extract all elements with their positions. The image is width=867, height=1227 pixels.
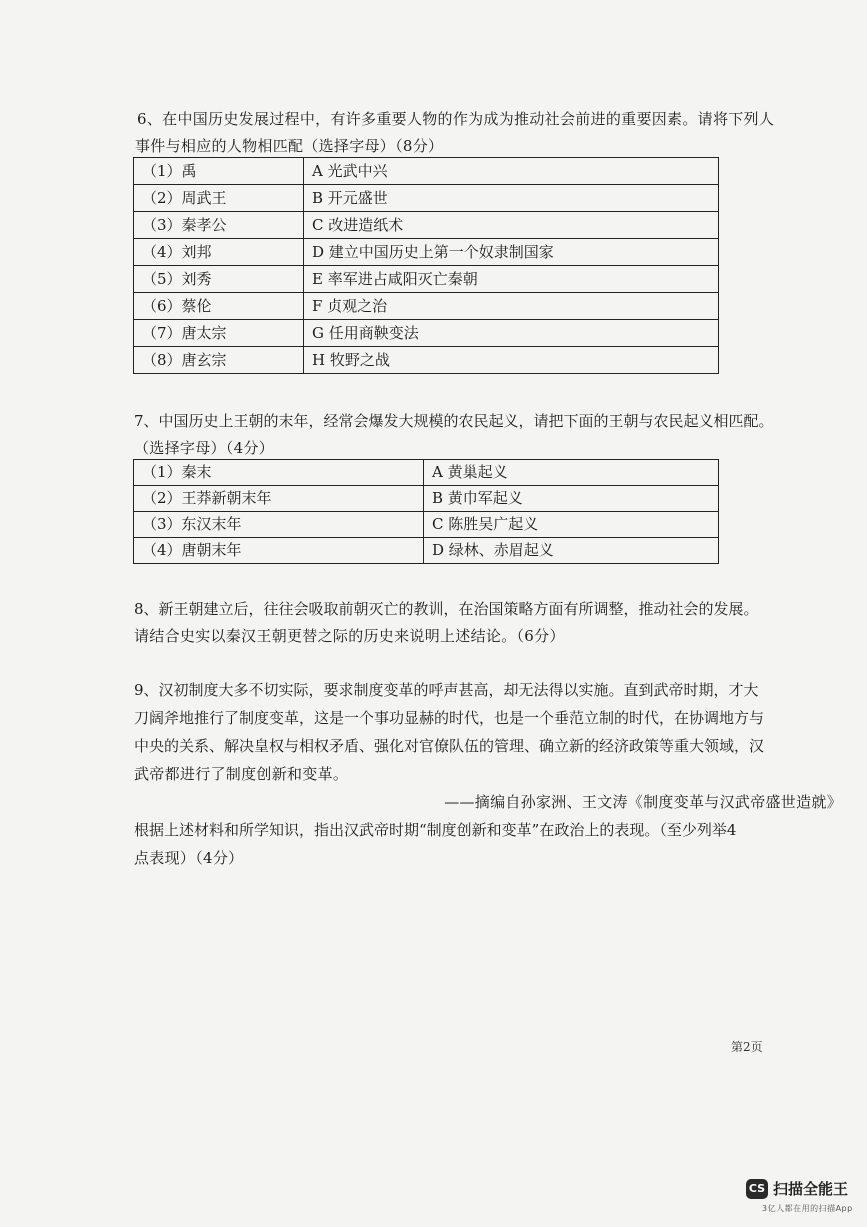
table-row [134, 239, 719, 266]
uprising-cell: A 黄巢起义 [424, 460, 719, 486]
uprising-cell: C 陈胜吴广起义 [424, 512, 719, 538]
table-row [134, 185, 719, 212]
question-6-line-2: 事件与相应的人物相匹配（选择字母）（8分） [135, 137, 444, 155]
question-9-line-6: 点表现）（4分） [134, 849, 244, 867]
person-cell: （3）秦孝公 [134, 212, 304, 239]
question-8-line-2: 请结合史实以秦汉王朝更替之际的历史来说明上述结论。（6分） [134, 627, 565, 645]
scanner-app-name: 扫描全能王 [773, 1180, 849, 1198]
dynasty-cell: （2）王莽新朝末年 [134, 486, 424, 512]
person-cell: （4）刘邦 [134, 239, 304, 266]
question-6-table [133, 157, 719, 374]
table-row [134, 347, 719, 374]
scanner-watermark [746, 1178, 848, 1199]
question-9-line-5: 根据上述材料和所学知识，指出汉武帝时期“制度创新和变革”在政治上的表现。（至少列举4 [134, 821, 737, 839]
cs-logo-icon: CS [746, 1179, 768, 1199]
event-cell: H 牧野之战 [304, 347, 719, 374]
event-cell: E 率军进占咸阳灭亡秦朝 [304, 266, 719, 293]
table-row [134, 266, 719, 293]
event-cell: B 开元盛世 [304, 185, 719, 212]
person-cell: （7）唐太宗 [134, 320, 304, 347]
question-8-line-1: 8、新王朝建立后，往往会吸取前朝灭亡的教训，在治国策略方面有所调整，推动社会的发展。 [134, 600, 759, 618]
table-row [134, 460, 719, 486]
dynasty-cell: （4）唐朝末年 [134, 538, 424, 564]
question-9-line-1: 9、汉初制度大多不切实际，要求制度变革的呼声甚高，却无法得以实施。直到武帝时期，才大 [134, 681, 759, 699]
person-cell: （8）唐玄宗 [134, 347, 304, 374]
question-7-table [133, 459, 719, 564]
question-7-line-2: （选择字母）（4分） [134, 439, 275, 457]
question-6 [137, 106, 857, 160]
question-9-line-3: 中央的关系、解决皇权与相权矛盾、强化对官僚队伍的管理、确立新的经济政策等重大领域，汉 [134, 737, 765, 755]
event-cell: G 任用商鞅变法 [304, 320, 719, 347]
person-cell: （2）周武王 [134, 185, 304, 212]
uprising-cell: B 黄巾军起义 [424, 486, 719, 512]
person-cell: （5）刘秀 [134, 266, 304, 293]
question-6-line-1: 6、在中国历史发展过程中，有许多重要人物的作为成为推动社会前进的重要因素。请将下列人 [137, 110, 775, 128]
material-source: ——摘编自孙家洲、王文涛《制度变革与汉武帝盛世造就》 [444, 793, 842, 811]
scanner-tagline: 3亿人都在用的扫描App [762, 1204, 853, 1213]
uprising-cell: D 绿林、赤眉起义 [424, 538, 719, 564]
person-cell: （1）禹 [134, 158, 304, 185]
dynasty-cell: （3）东汉末年 [134, 512, 424, 538]
page-number: 第2页 [731, 1040, 763, 1054]
dynasty-cell: （1）秦末 [134, 460, 424, 486]
question-8 [134, 596, 854, 650]
table-row [134, 486, 719, 512]
table-row [134, 538, 719, 564]
question-7-line-1: 7、中国历史上王朝的末年，经常会爆发大规模的农民起义，请把下面的王朝与农民起义相匹配。 [134, 412, 774, 430]
table-row [134, 293, 719, 320]
event-cell: C 改进造纸术 [304, 212, 719, 239]
question-7 [134, 408, 859, 462]
question-9-line-2: 刀阔斧地推行了制度变革，这是一个事功显赫的时代，也是一个垂范立制的时代，在协调地方与 [134, 709, 765, 727]
question-9-line-4: 武帝都进行了制度创新和变革。 [134, 765, 349, 783]
event-cell: D 建立中国历史上第一个奴隶制国家 [304, 239, 719, 266]
table-row [134, 158, 719, 185]
event-cell: A 光武中兴 [304, 158, 719, 185]
person-cell: （6）蔡伦 [134, 293, 304, 320]
table-row [134, 212, 719, 239]
table-row [134, 512, 719, 538]
table-row [134, 320, 719, 347]
event-cell: F 贞观之治 [304, 293, 719, 320]
question-9 [134, 676, 854, 872]
